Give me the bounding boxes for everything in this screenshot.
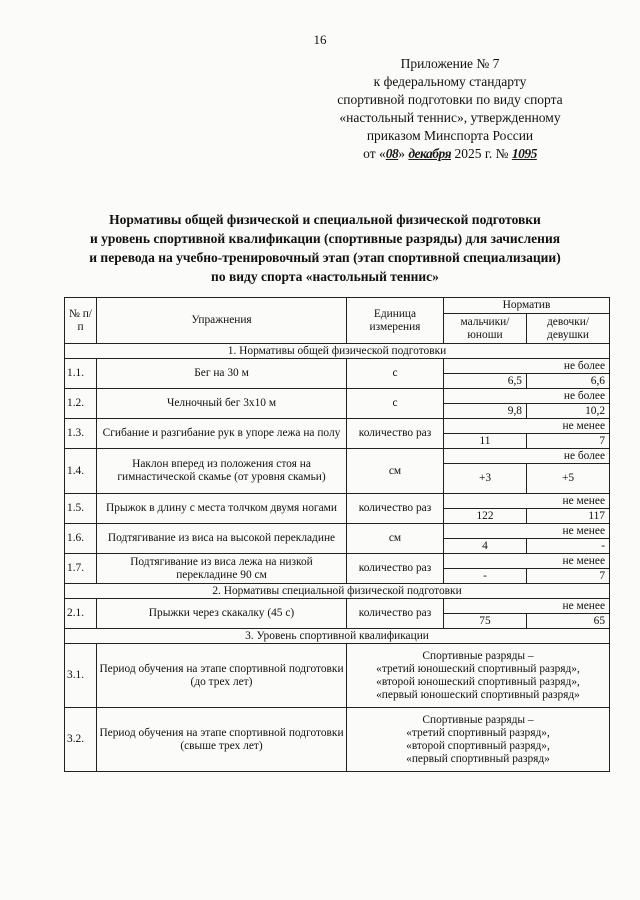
- row-girls-value: +5: [527, 464, 610, 494]
- header-girls: девочки/ девушки: [527, 314, 610, 344]
- row-boys-value: +3: [444, 464, 527, 494]
- row-condition: не менее: [444, 494, 610, 509]
- row-condition: не менее: [444, 599, 610, 614]
- document-title: [40, 210, 610, 286]
- row-num: 3.1.: [65, 644, 97, 708]
- section-title: 3. Уровень спортивной квалификации: [65, 629, 610, 644]
- row-exercise: Прыжок в длину с места толчком двумя ногами: [97, 494, 347, 524]
- qualification-line: «второй юношеский спортивный разряд»,: [376, 675, 580, 688]
- row-condition: не менее: [444, 554, 610, 569]
- row-girls-value: 7: [527, 569, 610, 584]
- row-condition: не более: [444, 449, 610, 464]
- row-qualification: [347, 644, 610, 708]
- row-exercise: Сгибание и разгибание рук в упоре лежа на полу: [97, 419, 347, 449]
- row-exercise: Прыжки через скакалку (45 с): [97, 599, 347, 629]
- row-exercise: Бег на 30 м: [97, 359, 347, 389]
- norms-table: [64, 297, 610, 772]
- row-unit: с: [347, 389, 444, 419]
- row-num: 1.1.: [65, 359, 97, 389]
- qualification-line: «первый юношеский спортивный разряд»: [376, 688, 580, 701]
- title-line: по виду спорта «настольный теннис»: [211, 269, 439, 284]
- row-num: 3.2.: [65, 708, 97, 772]
- date-prefix: от «: [363, 146, 386, 161]
- handwritten-number: 1095: [511, 146, 537, 161]
- appendix-line: приказом Минспорта России: [366, 128, 534, 143]
- row-exercise: Период обучения на этапе спортивной подготовки (до трех лет): [97, 644, 347, 708]
- appendix-line: Приложение № 7: [400, 56, 500, 71]
- row-girls-value: 6,6: [527, 374, 610, 389]
- row-exercise: Челночный бег 3х10 м: [97, 389, 347, 419]
- handwritten-day: 08: [385, 146, 399, 161]
- row-boys-value: 122: [444, 509, 527, 524]
- qualification-line: «второй спортивный разряд»,: [406, 739, 550, 752]
- row-boys-value: 11: [444, 434, 527, 449]
- row-exercise: Подтягивание из виса на высокой перекладине: [97, 524, 347, 554]
- section-title: 2. Нормативы специальной физической подготовки: [65, 584, 610, 599]
- title-line: и перевода на учебно-тренировочный этап (этап спортивной специализации): [89, 250, 561, 265]
- appendix-header: [300, 55, 600, 163]
- row-unit: количество раз: [347, 554, 444, 584]
- row-boys-value: -: [444, 569, 527, 584]
- appendix-date-line: [300, 145, 600, 163]
- row-unit: см: [347, 524, 444, 554]
- row-boys-value: 9,8: [444, 404, 527, 419]
- row-num: 1.4.: [65, 449, 97, 494]
- header-boys: мальчики/ юноши: [444, 314, 527, 344]
- row-exercise: Период обучения на этапе спортивной подготовки (свыше трех лет): [97, 708, 347, 772]
- row-num: 1.3.: [65, 419, 97, 449]
- row-boys-value: 4: [444, 539, 527, 554]
- row-num: 1.2.: [65, 389, 97, 419]
- header-exercise: Упражнения: [97, 298, 347, 344]
- date-year: 2025 г. №: [454, 146, 509, 161]
- row-boys-value: 75: [444, 614, 527, 629]
- row-girls-value: 10,2: [527, 404, 610, 419]
- qualification-line: Спортивные разряды –: [422, 713, 534, 726]
- section-title: 1. Нормативы общей физической подготовки: [65, 344, 610, 359]
- appendix-line: «настольный теннис», утвержденному: [339, 110, 561, 125]
- row-exercise: Подтягивание из виса лежа на низкой перекладине 90 см: [97, 554, 347, 584]
- row-girls-value: 7: [527, 434, 610, 449]
- row-unit: количество раз: [347, 599, 444, 629]
- row-qualification: [347, 708, 610, 772]
- appendix-line: спортивной подготовки по виду спорта: [337, 92, 563, 107]
- qualification-line: Спортивные разряды –: [422, 649, 534, 662]
- row-condition: не менее: [444, 419, 610, 434]
- row-num: 1.7.: [65, 554, 97, 584]
- row-condition: не более: [444, 359, 610, 374]
- row-unit: с: [347, 359, 444, 389]
- handwritten-month: декабря: [408, 146, 452, 161]
- row-girls-value: 117: [527, 509, 610, 524]
- header-num: № п/п: [65, 298, 97, 344]
- qualification-line: «первый спортивный разряд»: [406, 752, 550, 765]
- row-exercise: Наклон вперед из положения стоя на гимнастической скамье (от уровня скамьи): [97, 449, 347, 494]
- row-condition: не менее: [444, 524, 610, 539]
- row-girls-value: -: [527, 539, 610, 554]
- date-mid: »: [398, 146, 405, 161]
- row-unit: количество раз: [347, 494, 444, 524]
- title-line: Нормативы общей физической и специальной физической подготовки: [109, 212, 541, 227]
- row-boys-value: 6,5: [444, 374, 527, 389]
- row-num: 1.6.: [65, 524, 97, 554]
- page-number: 16: [313, 32, 327, 47]
- row-unit: количество раз: [347, 419, 444, 449]
- appendix-line: к федеральному стандарту: [373, 74, 527, 89]
- row-num: 1.5.: [65, 494, 97, 524]
- title-line: и уровень спортивной квалификации (спортивные разряды) для зачисления: [89, 231, 561, 246]
- row-girls-value: 65: [527, 614, 610, 629]
- row-unit: см: [347, 449, 444, 494]
- qualification-line: «третий спортивный разряд»,: [406, 726, 550, 739]
- qualification-line: «третий юношеский спортивный разряд»,: [376, 662, 580, 675]
- header-norm: Норматив: [444, 298, 610, 314]
- header-unit: Единица измерения: [347, 298, 444, 344]
- row-condition: не более: [444, 389, 610, 404]
- row-num: 2.1.: [65, 599, 97, 629]
